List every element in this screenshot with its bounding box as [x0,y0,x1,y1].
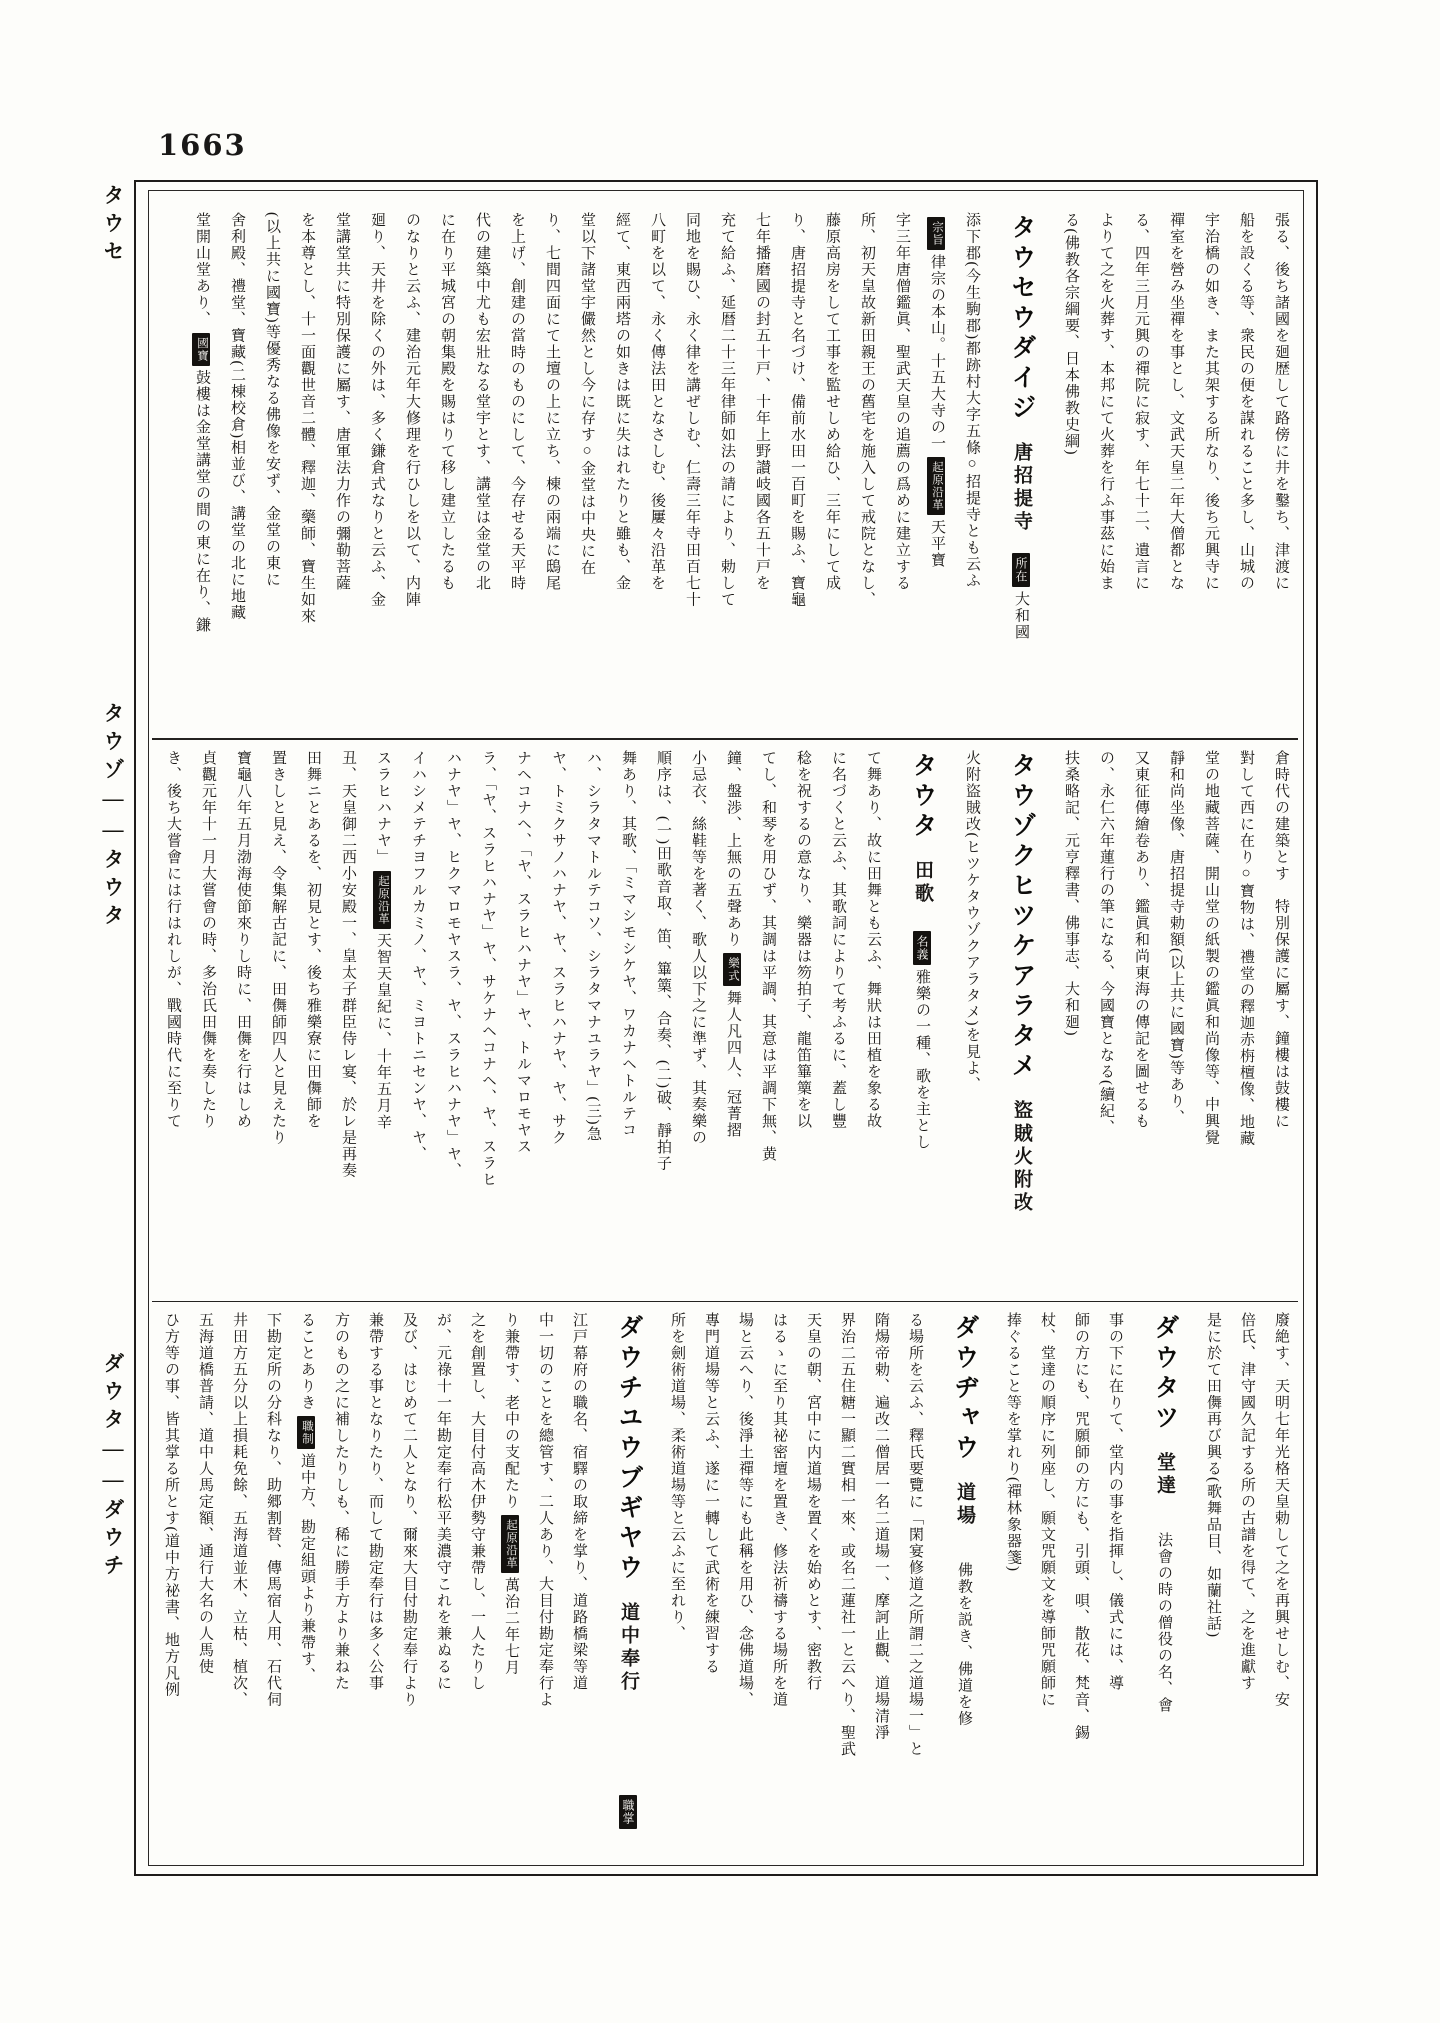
text-column: る(佛教各宗綱要、日本佛教史綱) [1063,212,1079,456]
section-label-tag: 宗旨 [927,217,945,250]
entry-headword [890,750,954,1272]
text-column: 丑、天皇御二西小安殿一、皇太子群臣侍レ宴、於レ是再奏 [340,750,356,1179]
section-label-tag: 職制 [297,1416,315,1449]
text-column: 禪室を營み坐禪を事とし、文武天皇二年大僧都とな [1168,212,1184,592]
headword-kanji: 道中奉行 [618,1602,639,1694]
text-column: 所を劍術道場、柔術道場等と云ふに至れり、 [669,1312,685,1642]
text-column: り兼帶す、老中の支配たり起原沿革萬治二年七月 [503,1312,519,1676]
text-column: を本尊とし、十一面觀世音二體、釋迦、藥師、寶生如來 [299,212,315,625]
text-column: 杖、堂達の順序に列座し、願文咒願文を導師咒願師に [1039,1312,1055,1708]
margin-guide-label-bottom: ダウタ——ダウチ [101,1352,125,1582]
section-label-tag: 起原沿革 [373,871,391,929]
text-column: (以上共に國寶)等優秀なる佛像を安ず、金堂の東に [264,212,280,588]
text-column: 字三年唐僧鑑眞、聖武天皇の追薦の爲めに建立する [894,212,910,592]
text-column: 稔を祝するの意なり、樂器は笏拍子、龍笛篳篥を以 [795,750,811,1130]
text-column: 宗旨律宗の本山。十五大寺の一起原沿革天平寶 [919,212,954,730]
text-column: ナヘコナヘ、「ヤ、スラヒハナヤ」ヤ、トルマロモヤス [515,750,531,1155]
text-column: 靜和尚坐像、唐招提寺勅額(以上共に國寶)等あり、 [1168,750,1184,1126]
text-column: 田舞ニとあるを、初見とす、後ち雅樂寮に田儛師を [305,750,321,1130]
text-column: 是に於て田儛再び興る(歌舞品目、如蘭社話) [1205,1312,1221,1639]
text-column: はるゝに至り其祕密壇を置き、修法祈禱する場所を道 [771,1312,787,1708]
headword-kanji: 盜賊火附改 [1011,1100,1032,1215]
margin-guide-label-top: タウセ [101,184,125,268]
text-column: 倉時代の建築とす 特別保護に屬す、鐘樓は鼓樓に [1273,750,1289,1130]
text-column: 天皇の朝、宮中に内道場を置くを始めとす、密教行 [805,1312,821,1692]
text-column: 下勘定所の分科なり、助郷割替、傳馬宿人用、石代伺 [265,1312,281,1708]
text-column: 貞觀元年十一月大嘗會の時、多治氏田儛を奏したり [200,750,216,1130]
headword-kana: ダウヂャウ [951,1314,978,1464]
text-column: る、四年三月元興の禪院に寂す、年七十二、遺言に [1133,212,1149,592]
text-column: ハ、シラタマトルテコソ、シラタマナユラヤ」(三)急 [585,750,601,1143]
text-column: 堂以下諸堂宇儼然とし今に存す○金堂は中央に在 [579,212,595,576]
text-column: イハシメテチヨフルカミノ、ヤ、ミヨトニセンヤ、ヤ、 [410,750,426,1163]
text-column: 鐘、盤渉、上無の五聲あり樂式舞人凡四人、冠菁摺 [725,750,741,1139]
text-column: て舞あり、故に田舞とも云ふ、舞狀は田植を象る故 [865,750,881,1130]
text-column: 場と云へり、後淨土禪等にも此稱を用ひ、念佛道場、 [737,1312,753,1708]
text-column: よりて之を火葬す、本邦にて火葬を行ふ事茲に始ま [1098,212,1114,592]
section-label-tag: 起原沿革 [927,457,945,515]
text-column: り、七間四面にて土壇の上に立ち、棟の兩端に鴟尾 [544,212,560,592]
text-column: 又東征傳繪卷あり、鑑眞和尚東海の傳記を圖せるも [1133,750,1149,1130]
headword-kana: タウゾクヒツケアラタメ [1008,752,1035,1082]
text-column: 兼帶する事となりたり、而して勘定奉行は多く公事 [367,1312,383,1692]
text-column: スラヒハナヤ」起原沿革天智天皇紀に、十年五月辛 [375,750,391,1131]
text-column: 七年播磨國の封五十戸、十年上野讃岐國各五十戸を [754,212,770,592]
text-column: 順序は、(一)田歌音取、笛、篳篥、合奏、(二)破、靜拍子 [655,750,671,1172]
entry-headword [989,750,1053,1272]
headword-kana: タウセウダイジ [1008,214,1035,424]
text-band-top [142,212,1298,730]
text-column: に名づくと云ふ、其歌詞によりて考ふるに、蓋し豐 [830,750,846,1130]
band-separator-rule [152,738,1298,740]
section-label-tag: 樂式 [723,953,741,986]
text-column: き、後ち大嘗會には行はれしが、戰國時代に至りて [165,750,181,1130]
text-column: 師の方にも、咒願師の方にも、引頭、唄、散花、梵音、錫 [1073,1312,1089,1741]
text-column: 江戸幕府の職名、宿驛の取締を掌り、道路橋梁等道 [571,1312,587,1692]
text-column: 倍氏、津守國久記する所の古譜を得て、之を進獻す [1239,1312,1255,1692]
headword-kanji: 田歌 [912,860,933,906]
text-column: る場所を云ふ、釋氏要覽に「閑宴修道之所謂二之道場一」と [907,1312,923,1758]
text-band-bottom [142,1312,1298,1852]
entry-headword [596,1312,660,1852]
text-column: 添下郡(今生駒郡)都跡村大字五條○招提寺とも云ふ [964,212,980,589]
text-column: 寶龜八年五月渤海使節來りし時に、田儛を行はしめ [235,750,251,1130]
text-column: の、永仁六年蓮行の筆になる、今國寶となる(續紀、 [1098,750,1114,1136]
text-column: 經て、東西兩塔の如きは既に失はれたりと雖も、金 [614,212,630,592]
text-column: ハナヤ」ヤ、ヒクマロモヤスラ、ヤ、スラヒハナヤ」ヤ、 [445,750,461,1179]
text-column: に在り平城宮の朝集殿を賜はりて移し建立したるも [439,212,455,592]
headword-kanji: 唐招提寺 [1011,442,1032,534]
text-column: 之を創置し、大目付高木伊勢守兼帶し、一人たりし [469,1312,485,1692]
text-column: 隋煬帝勅、遍改二僧居一名二道場一、摩訶止觀、道場清淨 [873,1312,889,1741]
text-column: 宇治橋の如き、また其架する所なり、後ち元興寺に [1203,212,1219,592]
text-column: 舍利殿、禮堂、寶藏(二棟校倉)相並び、講堂の北に地藏 [229,212,245,621]
section-label-tag: 職掌 [619,1795,637,1829]
text-column: 中一切のことを總管す、二人あり、大目付勘定奉行よ [537,1312,553,1708]
text-column: ひ方等の事、皆其掌る所とす(道中方祕書、地方凡例 [163,1312,179,1698]
text-column: 對して西に在り○寶物は、禮堂の釋迦赤栴檀像、地藏 [1238,750,1254,1147]
text-column: り、唐招提寺と名づけ、備前水田一百町を賜ふ、寶龜 [789,212,805,608]
text-column: 張る、後ち諸國を廻歴して路傍に井を鑿ち、津渡に [1273,212,1289,592]
section-label-tag: 起原沿革 [501,1515,519,1573]
text-column: 扶桑略記、元亨釋書、佛事志、大和廻) [1063,750,1079,1037]
text-column: 堂開山堂あり、國寶鼓樓は金堂講堂の間の東に在り、鎌 [194,212,210,634]
text-column: ることありき職制道中方、勘定組頭より兼帶す、 [299,1312,315,1684]
text-column: 井田方五分以上損耗免餘、五海道並木、立枯、植次、 [231,1312,247,1708]
text-column: 船を設くる等、衆民の便を謀れること多し、山城の [1238,212,1254,592]
headword-lead-text: 所在大和國 [1003,548,1038,641]
text-column: 及び、はじめて二人となり、爾來大目付勘定奉行より [401,1312,417,1708]
text-column: 同地を賜ひ、永く律を講ぜしむ、仁壽三年寺田百七十 [684,212,700,608]
headword-lead-text: 名義雅樂の一種、歌を主とし [904,926,939,1151]
page-number: 1663 [158,128,247,162]
text-column: 界治二五住糖一顯二實相一來、或名二蓮社一と云へり、聖武 [839,1312,855,1758]
headword-lead-text: 佛教を説き、佛道を修 [956,1562,972,1727]
text-column: が、元祿十一年勘定奉行松平美濃守これを兼ぬるに [435,1312,451,1692]
text-column: 舞あり、其歌、「ミマシモシケヤ、ワカナヘトルテコ [620,750,636,1139]
section-label-tag: 國寶 [192,333,210,366]
text-column: 堂の地藏菩薩、開山堂の紙製の鑑眞和尚像等、中興覺 [1203,750,1219,1146]
text-column: 五海道橋普請、道中人馬定額、通行大名の人馬使 [197,1312,213,1675]
text-column: 藤原高房をして工事を監せしめ給ひ、三年にして成 [824,212,840,592]
text-column: を上げ、創建の當時のものにして、今存せる天平時 [509,212,525,592]
text-column: 置きしと見え、令集解古記に、田儛師四人と見えたり [270,750,286,1146]
headword-kana: ダウチユウブギヤウ [615,1314,642,1584]
section-label-tag: 名義 [913,931,931,965]
text-column: 堂講堂共に特別保護に屬す、唐軍法力作の彌勒菩薩 [334,212,350,592]
headword-lead-text [610,1790,645,1833]
text-column: ヤ、トミクサノハナヤ、ヤ、スラヒハナヤ、ヤ、サク [550,750,566,1146]
text-column: てし、和琴を用ひず、其調は平調、其意は平調下無、黄 [760,750,776,1163]
text-column: 廻り、天井を除くの外は、多く鎌倉式なりと云ふ、金 [369,212,385,608]
text-band-middle [142,750,1298,1272]
entry-headword [989,212,1053,730]
text-column: 捧ぐること等を掌れり(禪林象器箋) [1005,1312,1021,1573]
text-column: 小忌衣、絲鞋等を著く、歌人以下之に準ず、其奏樂の [690,750,706,1146]
headword-kana: ダウタツ [1151,1314,1178,1434]
margin-guide-label-middle: タウゾ——タウタ [101,702,125,932]
text-column: 廢絶す、天明七年光格天皇勅して之を再興せしむ、安 [1273,1312,1289,1708]
headword-kanji: 堂達 [1154,1452,1175,1498]
headword-lead-text: 法會の時の僧役の名、會 [1156,1532,1172,1714]
text-column: 所、初天皇故新田親王の舊宅を施入して戒院となし、 [859,212,875,608]
entry-headword [1132,1312,1196,1852]
headword-kana: タウタ [909,752,936,842]
headword-kanji: 道場 [954,1482,975,1528]
text-column: 事の下に在りて、堂内の事を指揮し、儀式には、導 [1107,1312,1123,1692]
entry-headword [932,1312,996,1852]
text-column: 專門道場等と云ふ、遂に一轉して武術を練習する [703,1312,719,1675]
text-column: 八町を以て、永く傳法田となさしむ、後屢々沿革を [649,212,665,592]
text-column: ラ、「ヤ、スラヒハナヤ」ヤ、サケナヘコナヘ、ヤ、スラヒ [480,750,496,1188]
text-column: 方のもの之に補したりしも、稀に勝手方より兼ねた [333,1312,349,1692]
text-column: 火附盜賊改(ヒツケタウゾクアラタメ)を見よ、 [964,750,980,1093]
text-column: のなりと云ふ、建治元年大修理を行ひしを以て、内陣 [404,212,420,608]
section-label-tag: 所在 [1012,553,1030,587]
text-column: 充て給ふ、延暦二十三年律師如法の請により、勅して [719,212,735,608]
band-separator-rule [152,1301,1298,1302]
text-column: 代の建築中尤も宏壯なる堂宇とす、講堂は金堂の北 [474,212,490,592]
